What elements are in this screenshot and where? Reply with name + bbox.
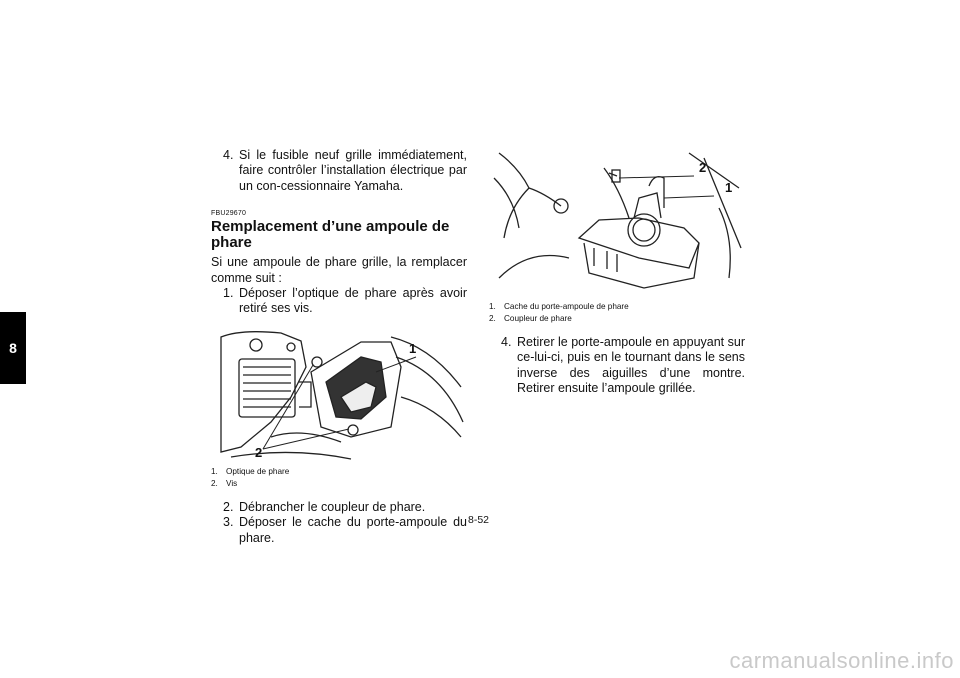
callout-1: 1 (725, 180, 733, 195)
caption-item: 1. Cache du porte-ampoule de phare (489, 302, 629, 311)
step-text: Retirer le porte-ampoule en appuyant sur ce-lui-ci, puis en le tournant dans le sens inverse des aiguilles d’une montre. Retirer ensuite l’ampoule grillée. (517, 335, 745, 396)
step-4 (211, 148, 467, 194)
callout-2: 2 (255, 444, 263, 460)
caption-item: 2. Vis (211, 478, 238, 488)
chapter-tab: 8 (0, 312, 26, 384)
step-number: 2. (223, 499, 234, 514)
watermark: carmanualsonline.info (729, 648, 954, 673)
step-1 (211, 286, 467, 317)
step-3 (211, 515, 467, 546)
bulb-holder-figure (489, 148, 745, 298)
step-number: 3. (223, 515, 234, 530)
section-heading: Remplacement d’une ampoule de phare (211, 218, 450, 252)
step-number: 4. (223, 148, 234, 162)
callout-2: 2 (699, 160, 707, 175)
step-4-right (489, 335, 745, 397)
headlight-unit-illustration (211, 327, 467, 462)
step-number: 4. (501, 335, 512, 349)
step-2 (211, 500, 467, 515)
intro-text: Si une ampoule de phare grille, la remplacer comme suit : (211, 255, 467, 285)
step-text: Débrancher le coupleur de phare. (239, 499, 426, 514)
callout-1: 1 (409, 340, 417, 356)
right-column (489, 148, 745, 397)
headlight-unit-figure (211, 327, 467, 462)
section-code: FBU29670 (211, 210, 247, 218)
step-text: Si le fusible neuf grille immédiatement, faire contrôler l’installation électrique par un con-cessionnaire Yamaha. (239, 148, 467, 193)
step-number: 1. (223, 286, 234, 301)
caption-item: 1. Optique de phare (211, 466, 290, 476)
left-column (211, 148, 467, 546)
page-number: 8-52 (468, 514, 490, 526)
bulb-holder-illustration (489, 148, 745, 298)
step-text: Déposer le cache du porte-ampoule du phare. (239, 515, 467, 545)
caption-item: 2. Coupleur de phare (489, 314, 572, 323)
step-text: Déposer l’optique de phare après avoir retiré ses vis. (239, 286, 467, 316)
